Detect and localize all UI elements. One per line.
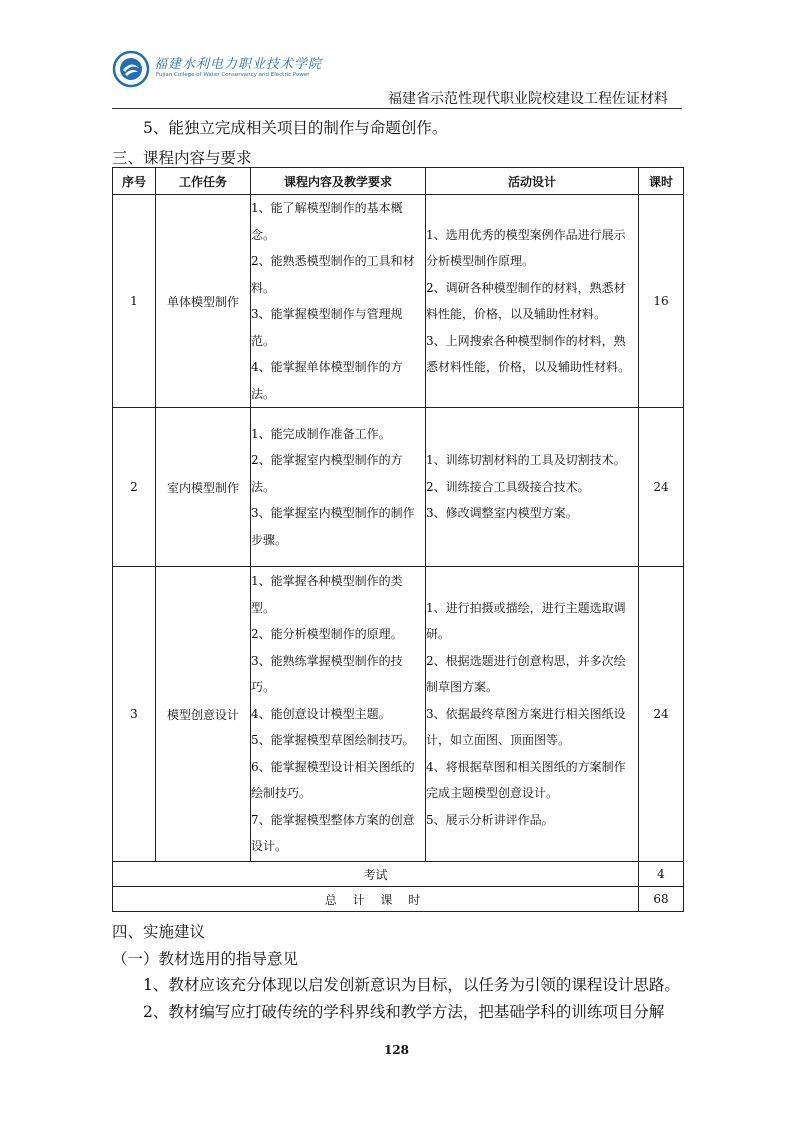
content-line: 5、能掌握模型草图绘制技巧。 [251,733,415,748]
activity-line: 3、修改调整室内模型方案。 [426,506,578,521]
exam-label: 考试 [113,862,639,887]
row-serial: 2 [113,408,156,567]
logo-english-name: Fujian College of Water Conservancy and Electric Power [156,72,310,78]
content-line: 1、能完成制作准备工作。 [251,426,391,441]
table-row [113,408,684,567]
content-line: 型。 [251,600,276,615]
activity-line: 分析模型制作原理。 [426,254,535,268]
row-activity [426,195,639,408]
activity-line: 2、调研各种模型制作的材料，熟悉材 [426,280,626,295]
row-hours: 16 [639,195,684,408]
activity-line: 研。 [426,627,451,642]
page-number: 128 [383,1043,410,1057]
content-line: 7、能掌握模型整体方案的创意 [251,812,415,827]
logo-chinese-name: 福建水利电力职业技术学院 [154,57,323,72]
activity-line: 料性能，价格，以及辅助性材料。 [426,307,607,321]
content-line: 3、能熟练掌握模型制作的技 [251,653,403,668]
activity-line: 悉材料性能，价格，以及辅助性材料。 [426,360,631,374]
activity-line: 1、选用优秀的模型案例作品进行展示 [426,227,626,242]
section-4-title: 四、实施建议 [112,923,206,941]
college-emblem-icon [112,50,150,88]
row-task: 室内模型制作 [156,408,251,567]
exam-hours: 4 [639,862,684,887]
total-hours: 68 [639,887,684,912]
row-content [251,195,426,408]
content-line: 2、能分析模型制作的原理。 [251,627,403,642]
activity-line: 1、训练切割材料的工具及切割技术。 [426,453,626,468]
content-line: 3、能掌握室内模型制作的制作 [251,506,415,521]
exam-row [113,862,684,887]
row-activity [426,567,639,862]
content-line: 步骤。 [251,532,288,547]
activity-line: 3、上网搜索各种模型制作的材料，熟 [426,333,626,348]
activity-line: 计，如立面图、顶面图等。 [426,733,571,748]
table-header-row [113,168,684,195]
content-line: 2、能掌握室内模型制作的方 [251,453,403,468]
activity-line: 完成主题模型创意设计。 [426,786,559,801]
content-line: 4、能创意设计模型主题。 [251,706,391,721]
row-hours: 24 [639,567,684,862]
total-row [113,887,684,912]
row-content [251,408,426,567]
header-task: 工作任务 [156,168,251,195]
activity-line: 5、展示分析讲评作品。 [426,812,554,827]
header-serial: 序号 [113,168,156,195]
header-title: 福建省示范性现代职业院校建设工程佐证材料 [388,91,668,107]
content-line: 1、能掌握各种模型制作的类 [251,574,403,589]
college-logo [112,50,323,90]
content-line: 念。 [251,227,276,242]
content-line: 设计。 [251,839,288,854]
content-line: 绘制技巧。 [251,786,312,801]
row-serial: 3 [113,567,156,862]
content-line: 巧。 [251,680,276,695]
activity-line: 制草图方案。 [426,680,499,695]
content-line: 4、能掌握单体模型制作的方 [251,360,403,374]
header-content: 课程内容及教学要求 [251,168,426,195]
paragraph-2: 2、教材编写应打破传统的学科界线和教学方法，把基础学科的训练项目分解 [143,1003,665,1021]
objective-item-5: 5、能独立完成相关项目的制作与命题创作。 [143,119,448,137]
content-line: 范。 [251,333,276,348]
content-line: 法。 [251,479,276,494]
header-activity: 活动设计 [426,168,639,195]
row-content [251,567,426,862]
activity-line: 2、训练接合工具级接合技术。 [426,479,590,494]
row-activity [426,408,639,567]
header-divider [112,108,682,109]
content-line: 1、能了解模型制作的基本概 [251,201,403,215]
header-hours: 课时 [639,168,684,195]
table-row [113,567,684,862]
row-serial: 1 [113,195,156,408]
row-task: 模型创意设计 [156,567,251,862]
content-line: 3、能掌握模型制作与管理规 [251,307,403,321]
total-label: 总 计 课 时 [113,887,639,912]
content-line: 法。 [251,386,276,401]
content-line: 2、能熟悉模型制作的工具和材 [251,254,415,268]
content-line: 料。 [251,280,276,295]
course-content-table [112,167,684,912]
table-row [113,195,684,408]
activity-line: 4、将根据草图和相关图纸的方案制作 [426,759,626,774]
activity-line: 2、根据选题进行创意构思，并多次绘 [426,653,626,668]
section-3-title: 三、课程内容与要求 [112,149,252,167]
row-hours: 24 [639,408,684,567]
paragraph-1: 1、教材应该充分体现以启发创新意识为目标，以任务为引领的课程设计思路。 [143,976,680,994]
content-line: 6、能掌握模型设计相关图纸的 [251,759,415,774]
activity-line: 1、进行拍摄或描绘，进行主题选取调 [426,600,626,615]
row-task: 单体模型制作 [156,195,251,408]
activity-line: 3、依据最终草图方案进行相关图纸设 [426,706,626,721]
subsection-1-title: （一）教材选用的指导意见 [112,950,299,968]
